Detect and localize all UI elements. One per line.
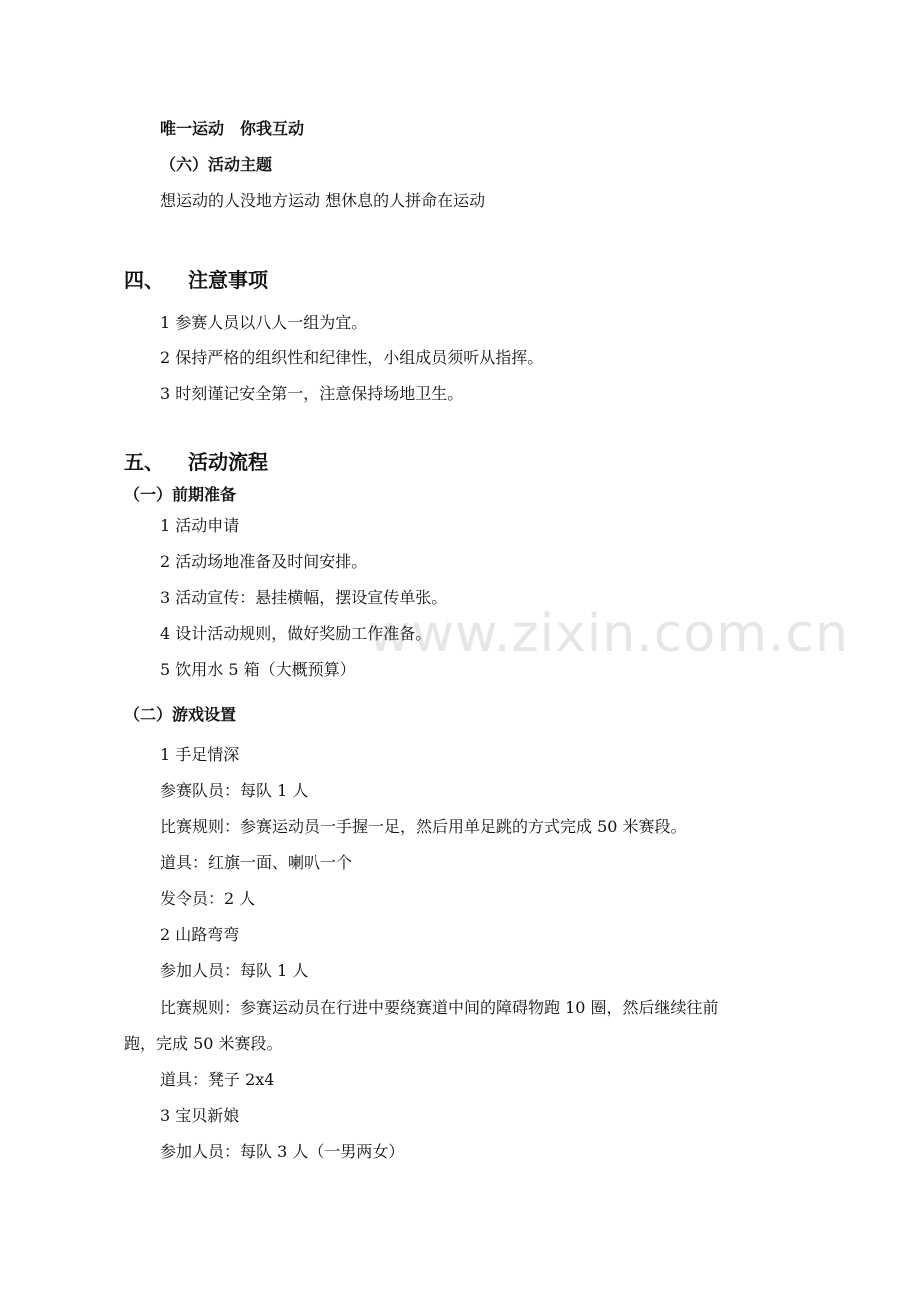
slogan-line: 唯一运动 你我互动 bbox=[160, 119, 305, 138]
prep-item: 4 设计活动规则，做好奖励工作准备。 bbox=[160, 624, 432, 643]
prep-item: 2 活动场地准备及时间安排。 bbox=[160, 552, 368, 571]
theme-text: 想运动的人没地方运动 想休息的人拼命在运动 bbox=[160, 191, 486, 210]
game-line: 道具：红旗一面、喇叭一个 bbox=[160, 853, 353, 872]
note-item: 3 时刻谨记安全第一，注意保持场地卫生。 bbox=[160, 384, 464, 403]
game-line: 比赛规则：参赛运动员在行进中要绕赛道中间的障碍物跑 10 圈，然后继续往前 bbox=[160, 998, 719, 1017]
game-line: 参赛队员：每队 1 人 bbox=[160, 781, 309, 800]
game-line: 参加人员：每队 3 人（一男两女） bbox=[160, 1142, 405, 1161]
note-item: 2 保持严格的组织性和纪律性，小组成员须听从指挥。 bbox=[160, 348, 544, 367]
watermark: www.zixin.com.cn bbox=[368, 604, 849, 664]
section-title: 注意事项 bbox=[188, 268, 268, 292]
game-line: 道具：凳子 2x4 bbox=[160, 1070, 275, 1089]
prep-item: 1 活动申请 bbox=[160, 516, 240, 535]
section-heading-process bbox=[124, 449, 268, 475]
prep-item: 3 活动宣传：悬挂横幅，摆设宣传单张。 bbox=[160, 588, 448, 607]
note-item: 1 参赛人员以八人一组为宜。 bbox=[160, 313, 368, 332]
game-line: 比赛规则：参赛运动员一手握一足，然后用单足跳的方式完成 50 米赛段。 bbox=[160, 817, 687, 836]
game-line: 跑，完成 50 米赛段。 bbox=[124, 1034, 283, 1053]
prep-item: 5 饮用水 5 箱（大概预算） bbox=[160, 660, 356, 679]
subsection-title-theme: （六）活动主题 bbox=[160, 155, 273, 174]
game-line: 3 宝贝新娘 bbox=[160, 1106, 240, 1125]
game-line: 2 山路弯弯 bbox=[160, 925, 240, 944]
section-number: 五、 bbox=[124, 450, 164, 474]
game-line: 1 手足情深 bbox=[160, 745, 240, 764]
game-line: 参加人员：每队 1 人 bbox=[160, 961, 309, 980]
subsection-title-prep: （一）前期准备 bbox=[124, 485, 237, 504]
game-line: 发令员：2 人 bbox=[160, 889, 256, 908]
subsection-title-games: （二）游戏设置 bbox=[124, 705, 237, 724]
section-title: 活动流程 bbox=[188, 450, 268, 474]
section-heading-notes bbox=[124, 267, 268, 293]
section-number: 四、 bbox=[124, 268, 164, 292]
